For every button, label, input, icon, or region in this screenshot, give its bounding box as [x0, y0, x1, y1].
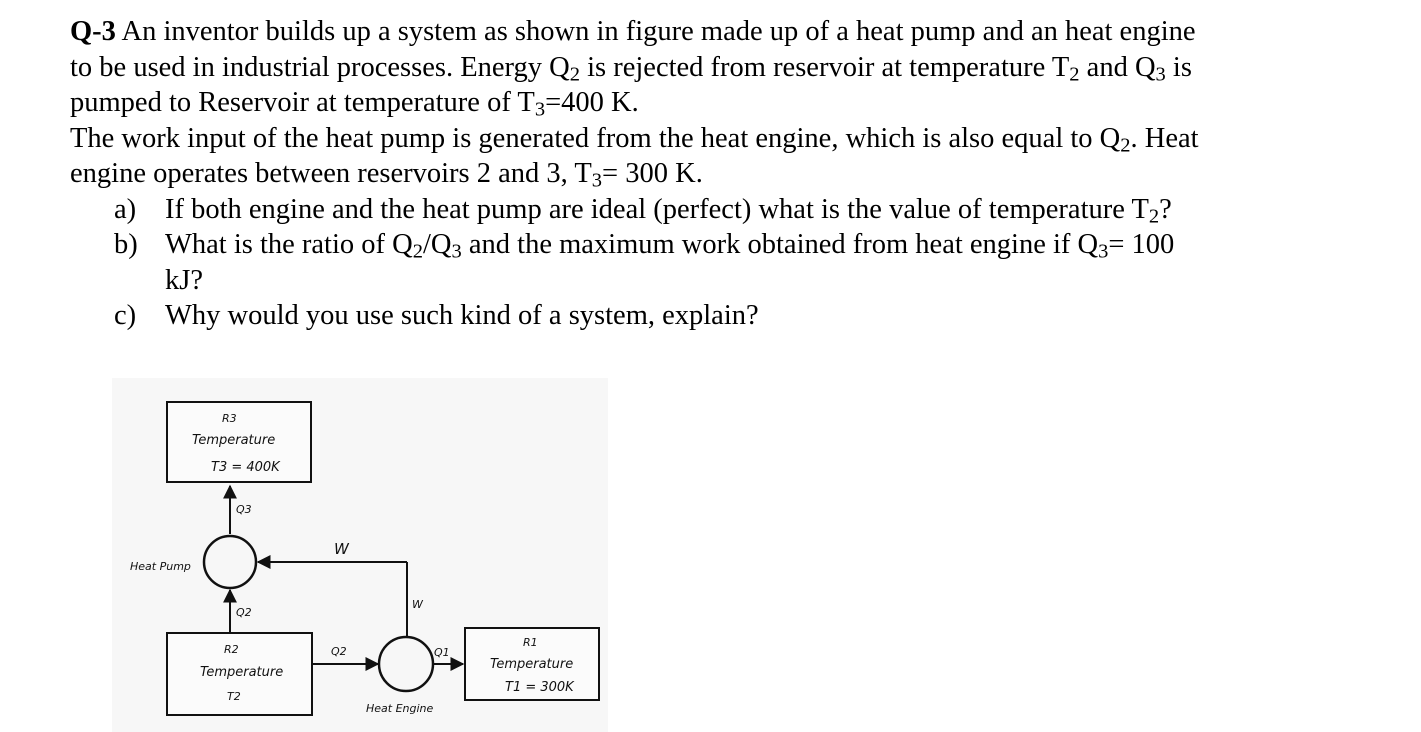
sub-question-b: b) What is the ratio of $Q_2/Q_3$ and the maximum work obtained from heat engine if $Q_3= 100$ kJ?	[114, 229, 1175, 296]
sub-question-a: a) If both engine and the heat pump are ideal (perfect) what is the value of temperature $T_2$?	[114, 193, 1172, 227]
r2-name: R2	[224, 643, 239, 656]
q2-pump-label: Q2	[236, 606, 252, 619]
r2-temperature-label: Temperature	[200, 665, 284, 680]
question-text	[70, 14, 1310, 334]
r1-name: R1	[523, 636, 538, 649]
q2-engine-label: Q2	[331, 645, 347, 658]
r3-temperature-label: Temperature	[192, 433, 276, 448]
sub-question-c: c) Why would you use such kind of a system, explain?	[114, 300, 759, 331]
r1-temperature-value: T1 = 300K	[505, 680, 574, 695]
question-line-4: The work input of the heat pump is generated from the heat engine, which is also equal to $Q_2$. Heat	[70, 122, 1199, 156]
system-diagram	[112, 378, 608, 732]
question-number: Q-3	[70, 16, 116, 47]
heat-pump-label: Heat Pump	[130, 560, 191, 573]
question-line-3: pumped to Reservoir at temperature of $T_3=400$ K.	[70, 87, 639, 121]
system-diagram-svg	[112, 378, 608, 732]
question-line-5: engine operates between reservoirs 2 and 3, $T_3= 300$ K.	[70, 158, 703, 192]
work-label-top: W	[334, 540, 349, 558]
heat-engine-label: Heat Engine	[366, 702, 434, 715]
sub-questions	[70, 192, 1310, 334]
question-line-2: to be used in industrial processes. Energy $Q_2$ is rejected from reservoir at temperature $T_2$ and $Q_3$ is	[70, 51, 1192, 85]
question-line-1: Q-3 An inventor builds up a system as shown in figure made up of a heat pump and an heat engine	[70, 16, 1196, 47]
r2-temperature-value: T2	[227, 690, 241, 703]
q3-label: Q3	[236, 503, 252, 516]
r3-name: R3	[222, 412, 237, 425]
r3-temperature-value: T3 = 400K	[211, 460, 280, 475]
r1-temperature-label: Temperature	[490, 657, 574, 672]
work-label-mid: W	[412, 598, 423, 611]
q1-label: Q1	[434, 646, 450, 659]
